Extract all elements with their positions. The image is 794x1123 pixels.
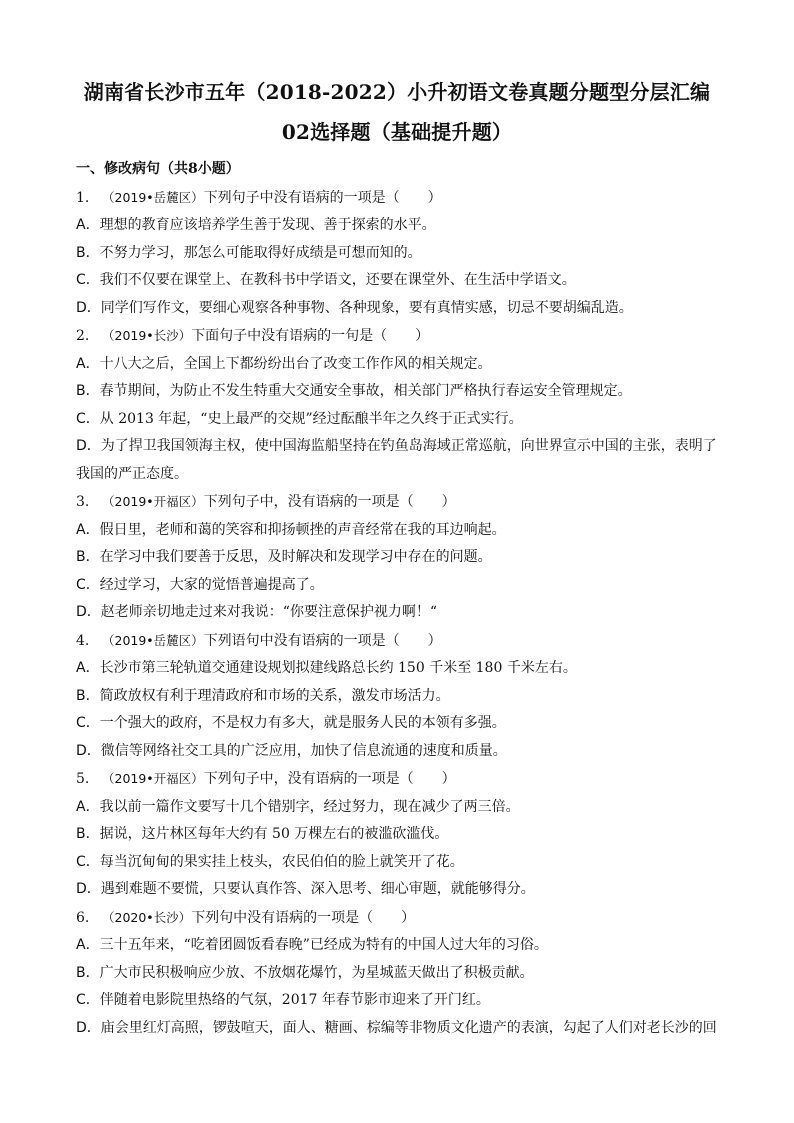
option-line [76,960,724,988]
question-stem [76,627,724,656]
question-number: 2. [76,328,90,344]
option-text: 我们不仅要在课堂上、在教科书中学语文，还要在课堂外、在生活中学语文。 [99,272,576,288]
option-label: D． [76,881,101,897]
question-source: （2019•岳麓区） [102,189,204,205]
option-text: 同学们写作文，要细心观察各种事物、各种现象，要有真情实感，切忌不要胡编乱造。 [100,299,633,316]
option-label: B． [76,549,100,565]
option-text: 三十五年来，“吃着团圆饭看春晚”已经成为特有的中国人过大年的习俗。 [99,937,548,953]
document-body [76,156,724,1042]
option-line [76,821,724,849]
option-line [76,295,724,323]
question-source: （2020•长沙） [102,909,192,925]
option-line [76,655,724,683]
option-text: 一个强大的政府，不是权力有多大，就是服务人民的本领有多强。 [99,715,506,731]
question-number: 5. [76,771,90,787]
option-line [76,406,724,434]
option-continuation: 我国的严正态度。 [76,465,188,482]
option-line [76,794,724,822]
option-text: 春节期间，为防止不发生特重大交通安全事故，相关部门严格执行春运安全管理规定。 [99,383,632,399]
option-label: A． [76,217,100,233]
option-line [76,849,724,877]
question-number: 1. [76,189,90,206]
option-line [76,710,724,738]
option-text: 我以前一篇作文要写十几个错别字，经过努力，现在减少了两三倍。 [99,798,520,815]
question-stem [76,488,724,517]
option-label: A． [76,937,100,953]
option-line [76,240,724,268]
option-line [76,1015,724,1043]
question-text: 下列语句中没有语病的一项是（ ） [203,632,442,649]
option-text: 简政放权有利于理清政府和市场的关系，激发市场活力。 [99,687,450,704]
option-text: 微信等网络社交工具的广泛应用，加快了信息流通的速度和质量。 [100,742,507,759]
option-label: D． [76,1019,101,1036]
option-line [76,683,724,711]
option-text: 长沙市第三轮轨道交通建设规划拟建线路总长约 150 千米至 180 千米左右。 [99,660,577,676]
option-line [76,738,724,766]
option-label: C． [76,576,100,593]
question-source: （2019•开福区） [102,494,204,509]
option-label: B． [76,687,100,704]
question-source: （2019•开福区） [102,771,204,786]
option-text: 伴随着电影院里热络的气氛，2017 年春节影市迎来了开门红。 [99,992,490,1008]
option-line [76,572,724,600]
option-label: B． [76,964,100,981]
question-stem [76,904,724,933]
question-number: 6. [76,909,90,926]
option-text: 十八大之后，全国上下都纷纷出台了改变工作作风的相关规定。 [99,355,492,372]
option-text: 在学习中我们要善于反思，及时解决和发现学习中存在的问题。 [99,549,492,565]
question-stem [76,322,724,351]
option-label: C． [76,853,100,870]
option-label: D． [76,604,101,620]
option-label: A． [76,798,100,815]
option-label: D． [76,742,101,759]
option-line [76,876,724,904]
option-line [76,433,724,461]
option-text: 广大市民积极响应少放、不放烟花爆竹，为星城蓝天做出了积极贡献。 [99,964,534,981]
option-label: C． [76,410,100,427]
option-line [76,544,724,572]
option-label: B． [76,826,100,842]
option-line [76,351,724,379]
option-label: A． [76,660,100,676]
option-text: 经过学习，大家的觉悟普遍提高了。 [99,576,324,593]
question-number: 3. [76,494,90,510]
question-text: 下列句子中没有语病的一项是（ ） [203,189,442,206]
option-text: 不努力学习，那怎么可能取得好成绩是可想而知的。 [99,244,422,261]
question-source: （2019•岳麓区） [102,632,204,648]
question-text: 下列句中没有语病的一项是（ ） [191,909,416,926]
option-label: C． [76,272,100,288]
option-label: C． [76,715,100,731]
option-label: B． [76,383,100,399]
option-line [76,517,724,545]
option-label: A． [76,521,100,538]
option-text: 遇到难题不要慌，只要认真作答、深入思考、细心审题，就能够得分。 [100,881,535,897]
option-text: 每当沉甸甸的果实挂上枝头，农民伯伯的脸上就笑开了花。 [99,853,464,870]
option-line [76,599,724,627]
document-title: 湖南省长沙市五年（2018-2022）小升初语文卷真题分题型分层汇编 [83,80,711,104]
question-number: 4. [76,632,90,649]
option-text: 据说，这片林区每年大约有 50 万棵左右的被滥砍滥伐。 [99,826,449,842]
option-text: 从 2013 年起，“史上最严的交规”经过酝酿半年之久终于正式实行。 [99,410,523,427]
question-text: 下列句子中，没有语病的一项是（ ） [203,771,456,787]
option-text: 假日里，老师和蔼的笑容和抑扬顿挫的声音经常在我的耳边响起。 [99,521,506,538]
option-text: 庙会里红灯高照，锣鼓喧天，面人、糖画、棕编等非物质文化遗产的表演，勾起了人们对老长沙的回 [100,1019,717,1036]
option-line [76,987,724,1015]
question-text: 下列句子中，没有语病的一项是（ ） [203,494,456,510]
option-label: D． [76,299,101,316]
question-source: （2019•长沙） [102,328,192,343]
question-stem [76,765,724,794]
option-label: B． [76,244,100,261]
option-line [76,932,724,960]
document-subtitle: 02选择题（基础提升题） [281,120,513,144]
option-line [76,378,724,406]
option-label: A． [76,355,100,372]
question-stem [76,184,724,213]
option-text: 为了捍卫我国领海主权，使中国海监船坚持在钓鱼岛海域正常巡航，向世界宣示中国的主张，表明了 [100,438,717,454]
option-line [76,267,724,295]
option-text: 理想的教育应该培养学生善于发现、善于探索的水平。 [99,217,436,233]
option-label: D． [76,438,101,454]
option-text: 赵老师亲切地走过来对我说：“你要注意保护视力啊！“ [100,604,438,620]
section-heading: 一、修改病句（共8小题） [76,161,240,177]
question-text: 下面句子中没有语病的一句是（ ） [191,328,430,344]
option-line [76,212,724,240]
option-label: C． [76,992,100,1008]
